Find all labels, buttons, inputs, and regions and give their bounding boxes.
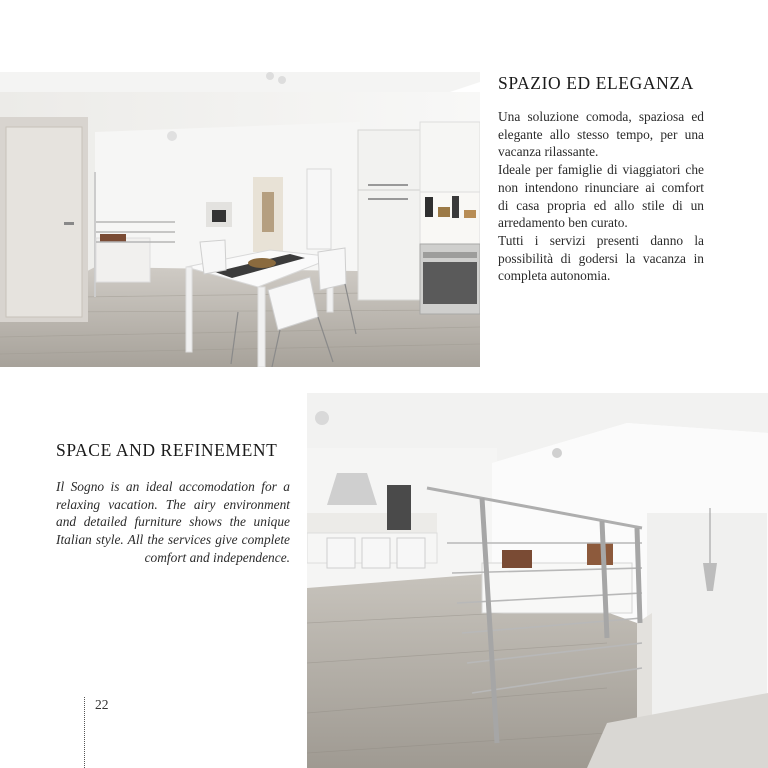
italian-body	[498, 108, 704, 285]
italian-heading: SPAZIO ED ELEGANZA	[498, 73, 694, 93]
page-number: 22	[95, 697, 109, 712]
italian-paragraph: Una soluzione comoda, spaziosa ed elegante allo stesso tempo, per una vacanza rilassante.	[498, 109, 704, 160]
italian-paragraph: Tutti i servizi presenti danno la possibilità di godersi la vacanza in completa autonomia.	[498, 232, 704, 284]
italian-paragraph: Ideale per famiglie di viaggiatori che non intendono rinunciare ai comfort di casa propria ed allo stile di un arredamento ben curato.	[498, 162, 704, 231]
kitchen-dining-photo	[0, 72, 480, 367]
english-heading: SPACE AND REFINEMENT	[56, 440, 278, 460]
english-body: Il Sogno is an ideal accomodation for a relaxing vacation. The airy environment and detailed furniture shows the unique Italian style. All the services give complete comfort and independence.	[56, 479, 290, 565]
page-number-rule	[84, 697, 85, 768]
living-room-photo	[307, 393, 768, 768]
